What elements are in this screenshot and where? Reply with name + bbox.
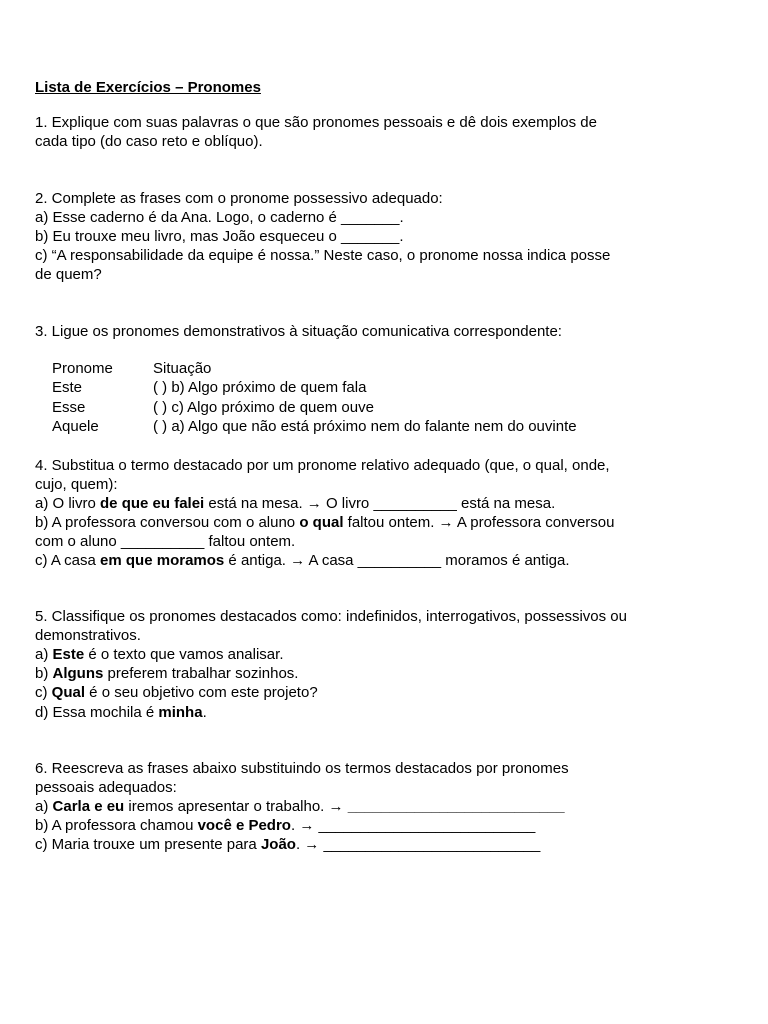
- q2-item-c-line-2: de quem?: [35, 266, 102, 283]
- q5-item-b-highlight: Alguns: [52, 665, 104, 682]
- q6-item-a-text: a): [35, 798, 53, 815]
- q3-header-situacao: Situação: [153, 360, 212, 377]
- q4-item-b-text: faltou ontem. → A professora conversou: [343, 514, 615, 531]
- q4-item-a-text: está na mesa. → O livro __________ está na mesa.: [204, 495, 556, 512]
- q1-line-2: cada tipo (do caso reto e oblíquo).: [35, 133, 263, 150]
- q5-item-a-text: a): [35, 646, 53, 663]
- q4-item-c-text: é antiga. → A casa __________ moramos é antiga.: [224, 552, 570, 569]
- q2-item-c-line-1: c) “A responsabilidade da equipe é nossa.” Neste caso, o pronome nossa indica posse: [35, 247, 611, 264]
- q6-item-a-highlight: Carla e eu: [52, 798, 125, 815]
- q2-intro: 2. Complete as frases com o pronome possessivo adequado:: [35, 190, 443, 207]
- q3-intro: 3. Ligue os pronomes demonstrativos à situação comunicativa correspondente:: [35, 323, 562, 340]
- q6-item-c-highlight: João: [260, 836, 296, 853]
- q4-item-a: [35, 494, 555, 513]
- q3-row-pronome: Aquele: [52, 418, 99, 435]
- q5-item-d-text: .: [202, 704, 207, 721]
- q5-item-c-text: c): [35, 684, 52, 701]
- q4-item-b: [35, 513, 614, 532]
- q6-item-c-text: c) Maria trouxe um presente para: [35, 836, 261, 853]
- q6-item-a: [35, 797, 565, 816]
- q4-item-c-text: c) A casa: [35, 552, 101, 569]
- q5-item-c-highlight: Qual: [51, 684, 86, 701]
- q4-intro-line-2: cujo, quem):: [35, 476, 118, 493]
- q6-item-b-text: b) A professora chamou: [35, 817, 198, 834]
- q4-item-b-line-2: com o aluno __________ faltou ontem.: [35, 533, 296, 550]
- q3-row-pronome: Este: [52, 379, 83, 396]
- page-title: Lista de Exercícios – Pronomes: [35, 79, 261, 96]
- q5-item-c: [35, 683, 318, 702]
- q6-item-b: [35, 816, 535, 835]
- q6-intro-line-1: 6. Reescreva as frases abaixo substituindo os termos destacados por pronomes: [35, 760, 569, 777]
- q5-item-c-text: é o seu objetivo com este projeto?: [85, 684, 318, 701]
- q3-row-situacao: ( ) a) Algo que não está próximo nem do falante nem do ouvinte: [153, 418, 577, 435]
- q4-item-c: [35, 551, 570, 570]
- q3-row-situacao: ( ) c) Algo próximo de quem ouve: [153, 399, 374, 416]
- q5-item-d: [35, 703, 207, 722]
- q5-item-a-text: é o texto que vamos analisar.: [84, 646, 284, 663]
- q5-item-b-text: preferem trabalhar sozinhos.: [103, 665, 299, 682]
- q5-item-a: [35, 645, 284, 664]
- q5-item-d-text: d) Essa mochila é: [35, 704, 159, 721]
- q3-row-pronome: Esse: [52, 399, 86, 416]
- q6-item-c-text: . → __________________________: [295, 836, 541, 853]
- q6-item-a-answer-blank: __________________________: [347, 798, 565, 815]
- q1-line-1: 1. Explique com suas palavras o que são pronomes pessoais e dê dois exemplos de: [35, 114, 597, 131]
- q4-item-b-text: b) A professora conversou com o aluno: [35, 514, 300, 531]
- q2-item-b: b) Eu trouxe meu livro, mas João esqueceu o _______.: [35, 228, 404, 245]
- q3-row-situacao: ( ) b) Algo próximo de quem fala: [153, 379, 367, 396]
- q6-item-a-text: iremos apresentar o trabalho. →: [124, 798, 348, 815]
- q4-item-c-highlight: em que moramos: [100, 552, 225, 569]
- q2-item-a: a) Esse caderno é da Ana. Logo, o caderno é _______.: [35, 209, 404, 226]
- q5-intro-line-2: demonstrativos.: [35, 627, 141, 644]
- q5-item-b-text: b): [35, 665, 53, 682]
- q4-item-a-text: a) O livro: [35, 495, 101, 512]
- q5-item-a-highlight: Este: [52, 646, 85, 663]
- q5-item-d-highlight: minha: [158, 704, 203, 721]
- q4-item-b-highlight: o qual: [299, 514, 344, 531]
- q4-intro-line-1: 4. Substitua o termo destacado por um pronome relativo adequado (que, o qual, onde,: [35, 457, 610, 474]
- q6-intro-line-2: pessoais adequados:: [35, 779, 177, 796]
- q6-item-b-text: . → __________________________: [290, 817, 536, 834]
- q6-item-c: [35, 835, 540, 854]
- q5-intro-line-1: 5. Classifique os pronomes destacados como: indefinidos, interrogativos, possessivos ou: [35, 608, 627, 625]
- q3-header-pronome: Pronome: [52, 360, 113, 377]
- q4-item-a-highlight: de que eu falei: [100, 495, 205, 512]
- q6-item-b-highlight: você e Pedro: [197, 817, 291, 834]
- q5-item-b: [35, 664, 298, 683]
